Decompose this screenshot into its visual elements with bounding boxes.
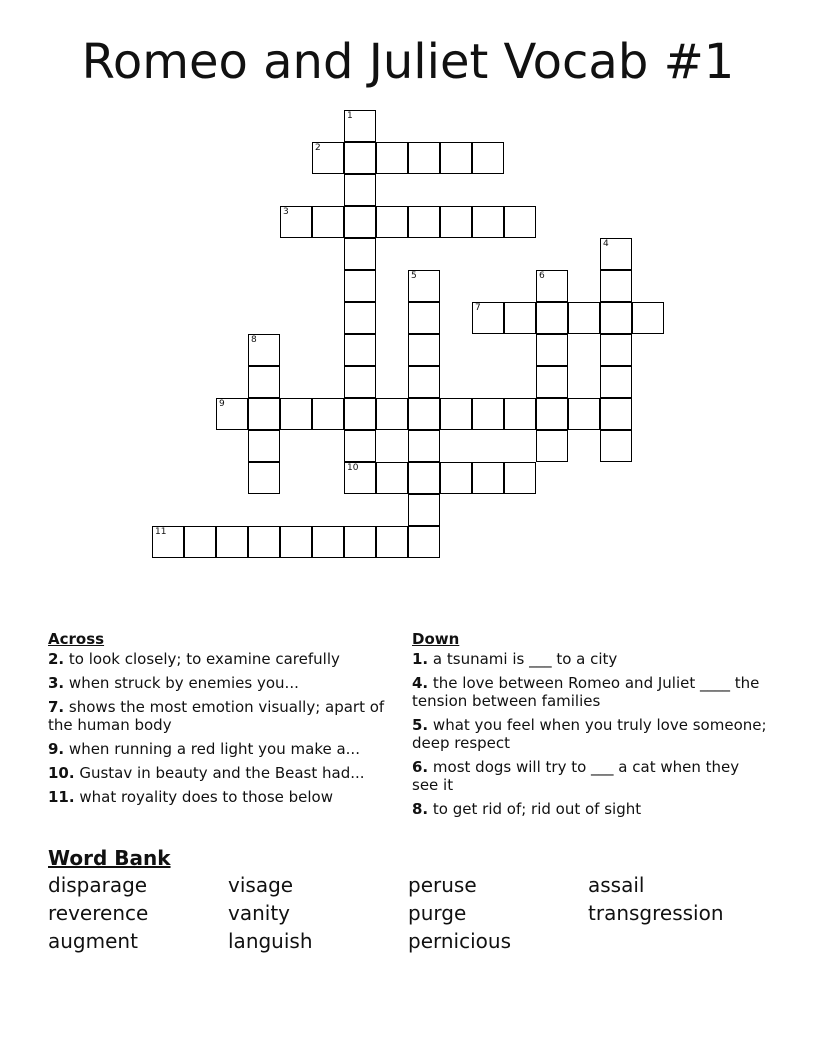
grid-cell <box>472 462 504 494</box>
grid-cell <box>344 462 376 494</box>
clue-text: most dogs will try to ___ a cat when they see it <box>412 758 740 794</box>
grid-cell <box>376 142 408 174</box>
grid-cell <box>216 526 248 558</box>
down-clue-4 <box>412 674 767 710</box>
grid-cell <box>440 142 472 174</box>
grid-cell <box>376 526 408 558</box>
word-bank-word: assail <box>588 873 645 897</box>
clue-text: the love between Romeo and Juliet ____ the tension between families <box>412 674 760 710</box>
grid-cell <box>344 430 376 462</box>
grid-cell <box>600 270 632 302</box>
word-bank-word: languish <box>228 929 313 953</box>
clue-number: 5. <box>412 716 429 734</box>
grid-cell <box>376 398 408 430</box>
grid-cell <box>536 398 568 430</box>
grid-cell <box>344 302 376 334</box>
grid-cell <box>440 398 472 430</box>
grid-cell <box>536 302 568 334</box>
clue-number: 9. <box>48 740 65 758</box>
cell-number: 9 <box>219 399 225 409</box>
clue-text: when struck by enemies you... <box>68 674 299 692</box>
grid-cell <box>376 462 408 494</box>
cell-number: 11 <box>155 527 167 537</box>
grid-cell <box>408 494 440 526</box>
word-bank-word: disparage <box>48 873 148 897</box>
clue-text: a tsunami is ___ to a city <box>432 650 618 668</box>
down-heading: Down <box>412 630 460 648</box>
clue-number: 7. <box>48 698 65 716</box>
word-bank-word: peruse <box>408 873 477 897</box>
clue-text: to look closely; to examine carefully <box>68 650 340 668</box>
clue-text: what you feel when you truly love someone; deep respect <box>412 716 767 752</box>
grid-cell <box>216 398 248 430</box>
grid-cell <box>472 206 504 238</box>
clue-number: 1. <box>412 650 429 668</box>
clue-number: 6. <box>412 758 429 776</box>
cell-number: 10 <box>347 463 359 473</box>
grid-cell <box>536 366 568 398</box>
grid-cell <box>408 398 440 430</box>
grid-cell <box>344 110 376 142</box>
down-clue-6 <box>412 758 767 794</box>
grid-cell <box>248 334 280 366</box>
grid-cell <box>600 366 632 398</box>
grid-cell <box>408 334 440 366</box>
grid-cell <box>248 398 280 430</box>
grid-cell <box>184 526 216 558</box>
grid-cell <box>440 462 472 494</box>
grid-cell <box>312 206 344 238</box>
grid-cell <box>632 302 664 334</box>
grid-cell <box>344 238 376 270</box>
cell-number: 7 <box>475 303 481 313</box>
word-bank-heading: Word Bank <box>48 846 171 870</box>
grid-cell <box>280 206 312 238</box>
grid-cell <box>280 526 312 558</box>
grid-cell <box>472 398 504 430</box>
word-bank-list <box>48 871 768 955</box>
grid-cell <box>600 238 632 270</box>
across-clue-9 <box>48 740 403 758</box>
clue-text: what royality does to those below <box>79 788 333 806</box>
grid-cell <box>408 142 440 174</box>
grid-cell <box>344 398 376 430</box>
clue-number: 3. <box>48 674 65 692</box>
clue-number: 11. <box>48 788 75 806</box>
grid-cell <box>504 398 536 430</box>
word-bank-word: transgression <box>588 901 724 925</box>
cell-number: 6 <box>539 271 545 281</box>
across-clues <box>48 630 403 812</box>
grid-cell <box>312 398 344 430</box>
grid-cell <box>408 366 440 398</box>
grid-cell <box>408 302 440 334</box>
grid-cell <box>152 526 184 558</box>
grid-cell <box>312 142 344 174</box>
down-clue-5 <box>412 716 767 752</box>
clue-text: when running a red light you make a... <box>68 740 360 758</box>
grid-cell <box>248 526 280 558</box>
word-bank-word: vanity <box>228 901 291 925</box>
grid-cell <box>536 334 568 366</box>
cell-number: 4 <box>603 239 609 249</box>
grid-cell <box>472 142 504 174</box>
grid-cell <box>408 206 440 238</box>
across-clue-3 <box>48 674 403 692</box>
grid-cell <box>504 462 536 494</box>
grid-cell <box>568 398 600 430</box>
word-bank <box>48 845 768 955</box>
clue-text: to get rid of; rid out of sight <box>432 800 642 818</box>
cell-number: 8 <box>251 335 257 345</box>
clue-text: shows the most emotion visually; apart of the human body <box>48 698 385 734</box>
across-clue-7 <box>48 698 403 734</box>
grid-cell <box>344 206 376 238</box>
clue-number: 10. <box>48 764 75 782</box>
down-clue-8 <box>412 800 767 818</box>
grid-cell <box>600 334 632 366</box>
grid-cell <box>440 206 472 238</box>
clue-text: Gustav in beauty and the Beast had... <box>79 764 365 782</box>
grid-cell <box>376 206 408 238</box>
grid-cell <box>536 270 568 302</box>
down-clue-1 <box>412 650 767 668</box>
cell-number: 5 <box>411 271 417 281</box>
grid-cell <box>504 302 536 334</box>
grid-cell <box>344 270 376 302</box>
cell-number: 3 <box>283 207 289 217</box>
grid-cell <box>600 398 632 430</box>
grid-cell <box>600 430 632 462</box>
grid-cell <box>248 462 280 494</box>
cell-number: 1 <box>347 111 353 121</box>
grid-cell <box>344 526 376 558</box>
grid-cell <box>536 430 568 462</box>
across-clue-11 <box>48 788 403 806</box>
word-bank-word: purge <box>408 901 467 925</box>
across-clue-2 <box>48 650 403 668</box>
clue-number: 2. <box>48 650 65 668</box>
word-bank-word: reverence <box>48 901 149 925</box>
grid-cell <box>568 302 600 334</box>
cell-number: 2 <box>315 143 321 153</box>
grid-cell <box>280 398 312 430</box>
word-bank-word: visage <box>228 873 294 897</box>
across-clue-10 <box>48 764 403 782</box>
grid-cell <box>248 430 280 462</box>
page-title: Romeo and Juliet Vocab #1 <box>81 34 735 90</box>
grid-cell <box>344 366 376 398</box>
word-bank-word: augment <box>48 929 138 953</box>
across-heading: Across <box>48 630 105 648</box>
clue-number: 8. <box>412 800 429 818</box>
clue-number: 4. <box>412 674 429 692</box>
grid-cell <box>248 366 280 398</box>
grid-cell <box>504 206 536 238</box>
grid-cell <box>472 302 504 334</box>
down-clues <box>412 630 767 824</box>
grid-cell <box>312 526 344 558</box>
grid-cell <box>344 334 376 366</box>
grid-cell <box>408 430 440 462</box>
word-bank-word: pernicious <box>408 929 511 953</box>
grid-cell <box>344 142 376 174</box>
grid-cell <box>600 302 632 334</box>
grid-cell <box>408 270 440 302</box>
grid-cell <box>408 526 440 558</box>
grid-cell <box>408 462 440 494</box>
grid-cell <box>344 174 376 206</box>
